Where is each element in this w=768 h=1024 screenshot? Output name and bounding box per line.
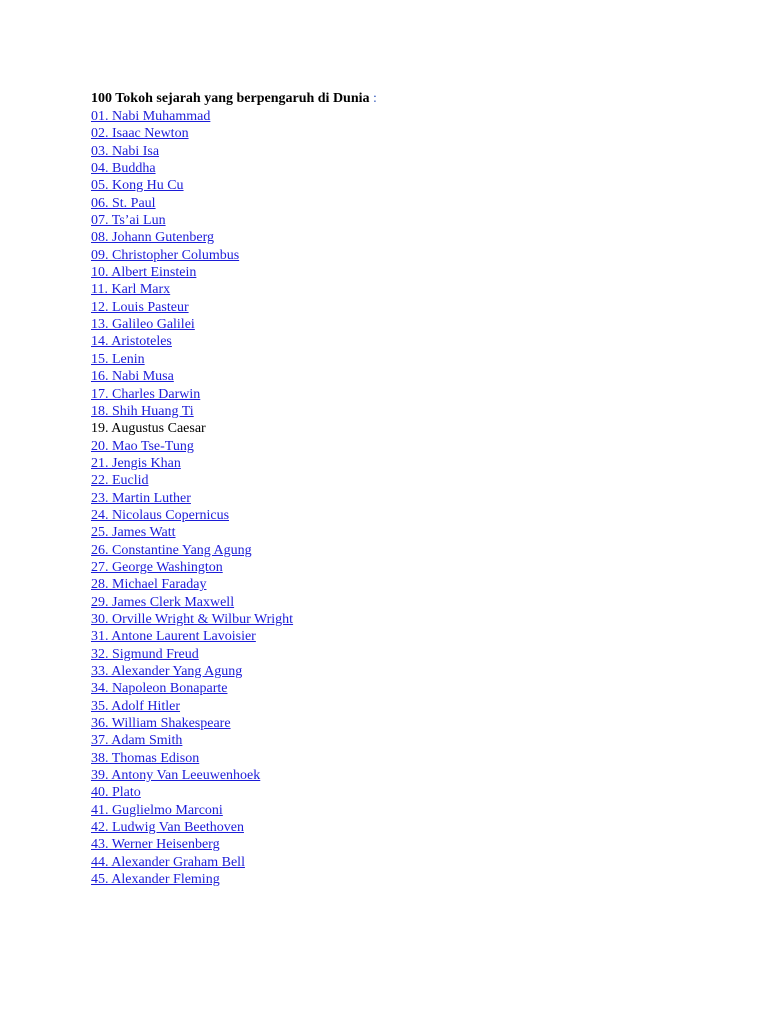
list-item[interactable] — [91, 802, 711, 819]
list-item-link[interactable]: 11. Karl Marx — [91, 282, 171, 298]
list-item-link[interactable]: 37. Adam Smith — [91, 733, 183, 749]
list-item[interactable] — [91, 594, 711, 611]
list-item[interactable] — [91, 767, 711, 784]
list-item-link[interactable]: 09. Christopher Columbus — [91, 247, 240, 263]
list-item-link[interactable]: 35. Adolf Hitler — [91, 698, 181, 714]
list-item-link[interactable]: 29. James Clerk Maxwell — [91, 594, 235, 610]
list-item-link[interactable]: 26. Constantine Yang Agung — [91, 542, 252, 558]
list-item-link[interactable]: 44. Alexander Graham Bell — [91, 854, 245, 870]
list-item[interactable] — [91, 403, 711, 420]
list-item[interactable] — [91, 611, 711, 628]
list-item-link[interactable]: 25. James Watt — [91, 525, 176, 541]
list-item-link[interactable]: 01. Nabi Muhammad — [91, 109, 211, 124]
list-item[interactable] — [91, 143, 711, 160]
list-item[interactable] — [91, 628, 711, 645]
list-item[interactable] — [91, 490, 711, 507]
list-item[interactable] — [91, 715, 711, 732]
page-title-text: 100 Tokoh sejarah yang berpengaruh di Dunia — [91, 91, 370, 106]
list-item-link[interactable]: 13. Galileo Galilei — [91, 317, 195, 333]
list-item-link[interactable]: 03. Nabi Isa — [91, 143, 160, 159]
list-item-link[interactable]: 10. Albert Einstein — [91, 265, 197, 281]
list-item-link[interactable]: 33. Alexander Yang Agung — [91, 664, 243, 679]
list-item[interactable] — [91, 229, 711, 246]
list-item[interactable] — [91, 576, 711, 593]
list-item-link[interactable]: 15. Lenin — [91, 351, 145, 367]
list-item-link[interactable]: 38. Thomas Edison — [91, 750, 200, 766]
page-title-suffix: : — [369, 91, 377, 106]
list-item[interactable] — [91, 264, 711, 281]
list-item-link[interactable]: 32. Sigmund Freud — [91, 646, 199, 662]
list-item-link[interactable]: 39. Antony Van Leeuwenhoek — [91, 768, 261, 784]
list-item[interactable] — [91, 299, 711, 316]
list-item[interactable] — [91, 281, 711, 298]
list-item[interactable] — [91, 455, 711, 472]
list-item-link[interactable]: 41. Guglielmo Marconi — [91, 802, 223, 818]
list-item[interactable] — [91, 195, 711, 212]
list-item[interactable] — [91, 160, 711, 177]
list-item[interactable] — [91, 177, 711, 194]
list-item-link[interactable]: 45. Alexander Fleming — [91, 872, 220, 888]
list-item[interactable] — [91, 316, 711, 333]
list-item-link[interactable]: 34. Napoleon Bonaparte — [91, 681, 228, 697]
list-item-link[interactable]: 08. Johann Gutenberg — [91, 230, 214, 246]
list-item-link[interactable]: 40. Plato — [91, 785, 141, 801]
list-item[interactable] — [91, 836, 711, 853]
list-item-link[interactable]: 42. Ludwig Van Beethoven — [91, 820, 244, 836]
list-item-text: 19. Augustus Caesar — [91, 421, 206, 437]
list-item[interactable] — [91, 854, 711, 871]
list-item-link[interactable]: 21. Jengis Khan — [91, 455, 181, 471]
list-item[interactable] — [91, 351, 711, 368]
list-item[interactable] — [91, 819, 711, 836]
list-item-link[interactable]: 23. Martin Luther — [91, 490, 191, 506]
list-item[interactable] — [91, 663, 711, 680]
list-item-link[interactable]: 04. Buddha — [91, 161, 156, 177]
list-item-link[interactable]: 30. Orville Wright & Wilbur Wright — [91, 611, 294, 627]
list-item-link[interactable]: 12. Louis Pasteur — [91, 299, 189, 315]
list-item-link[interactable]: 24. Nicolaus Copernicus — [91, 507, 230, 523]
list-item[interactable] — [91, 871, 711, 888]
list-item[interactable] — [91, 784, 711, 801]
list-item[interactable] — [91, 750, 711, 767]
list-item-link[interactable]: 28. Michael Faraday — [91, 577, 207, 593]
list-item — [91, 420, 711, 437]
list-item-link[interactable]: 06. St. Paul — [91, 195, 156, 211]
list-item-link[interactable]: 22. Euclid — [91, 473, 149, 489]
list-item-link[interactable]: 16. Nabi Musa — [91, 369, 174, 385]
list-item[interactable] — [91, 438, 711, 455]
list-item[interactable] — [91, 680, 711, 697]
figure-list — [91, 108, 711, 888]
list-item[interactable] — [91, 368, 711, 385]
list-item[interactable] — [91, 507, 711, 524]
list-item[interactable] — [91, 125, 711, 142]
list-item[interactable] — [91, 559, 711, 576]
list-item[interactable] — [91, 542, 711, 559]
list-item-link[interactable]: 05. Kong Hu Cu — [91, 178, 184, 194]
list-item-link[interactable]: 17. Charles Darwin — [91, 386, 201, 402]
list-item[interactable] — [91, 698, 711, 715]
list-item[interactable] — [91, 524, 711, 541]
list-item-link[interactable]: 43. Werner Heisenberg — [91, 837, 220, 853]
list-item[interactable] — [91, 333, 711, 350]
list-item-link[interactable]: 14. Aristoteles — [91, 334, 172, 350]
list-item-link[interactable]: 36. William Shakespeare — [91, 716, 231, 732]
list-item-link[interactable]: 31. Antone Laurent Lavoisier — [91, 629, 256, 645]
list-item-link[interactable]: 07. Ts’ai Lun — [91, 213, 166, 229]
list-item[interactable] — [91, 247, 711, 264]
list-item[interactable] — [91, 646, 711, 663]
document-body — [91, 90, 711, 888]
list-item-link[interactable]: 20. Mao Tse-Tung — [91, 438, 194, 454]
list-item-link[interactable]: 18. Shih Huang Ti — [91, 403, 194, 419]
list-item[interactable] — [91, 386, 711, 403]
list-item-link[interactable]: 27. George Washington — [91, 559, 223, 575]
list-item[interactable] — [91, 212, 711, 229]
list-item[interactable] — [91, 732, 711, 749]
list-item[interactable] — [91, 472, 711, 489]
page-title — [91, 90, 711, 108]
list-item[interactable] — [91, 108, 711, 125]
list-item-link[interactable]: 02. Isaac Newton — [91, 126, 189, 142]
